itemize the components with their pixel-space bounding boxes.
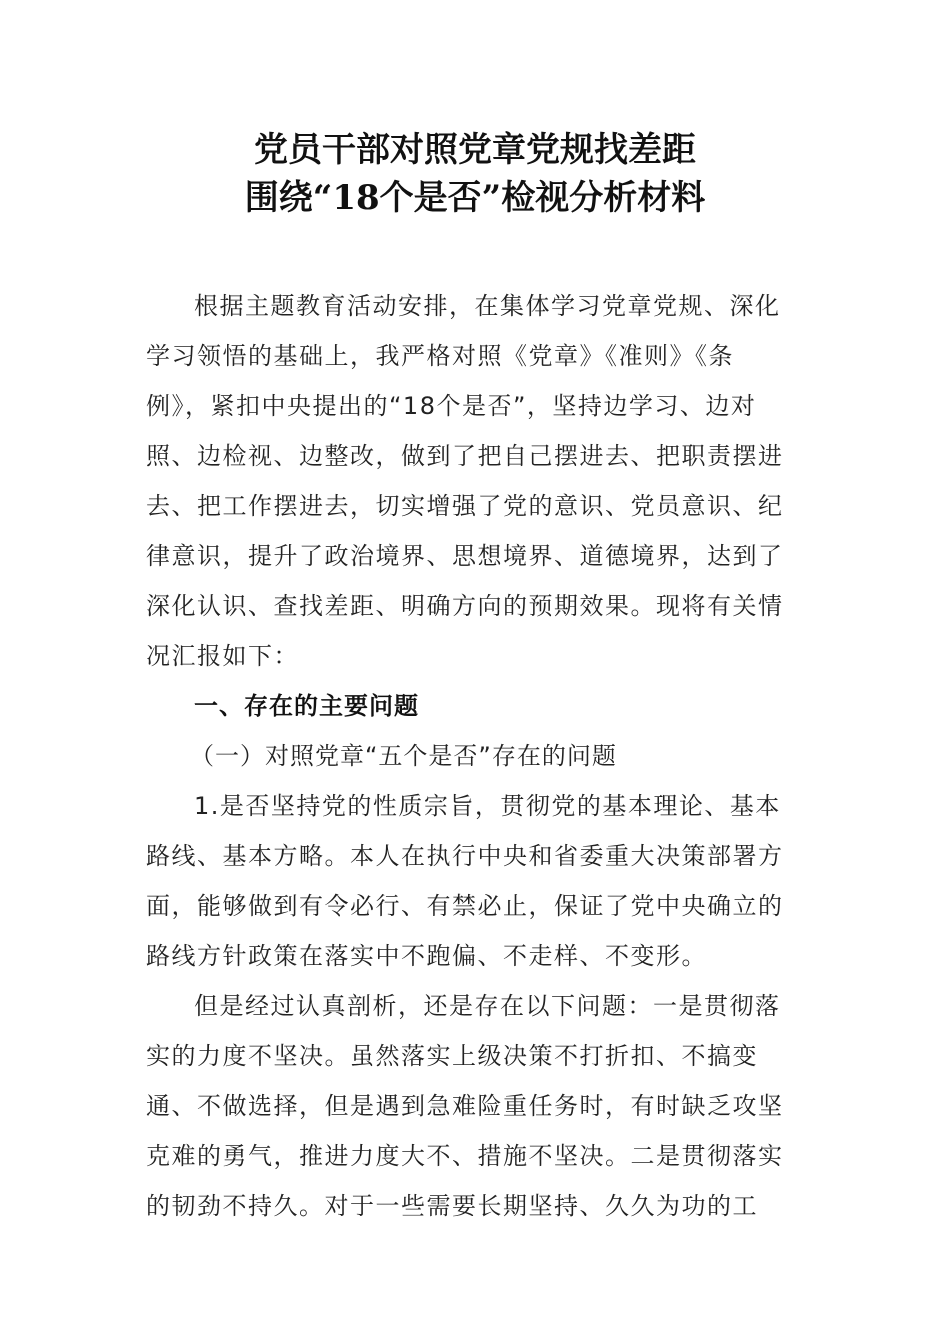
intro-paragraph-line: 况汇报如下： [146, 642, 299, 670]
document-title [0, 126, 950, 222]
analysis-paragraph-line: 的韧劲不持久。对于一些需要长期坚持、久久为功的工 [146, 1192, 758, 1220]
analysis-paragraph-line: 但是经过认真剖析，还是存在以下问题：一是贯彻落 [194, 992, 781, 1020]
analysis-paragraph-line: 通、不做选择，但是遇到急难险重任务时，有时缺乏攻坚 [146, 1092, 784, 1120]
analysis-paragraph-line: 实的力度不坚决。虽然落实上级决策不打折扣、不搞变 [146, 1042, 758, 1070]
intro-paragraph-line: 学习领悟的基础上，我严格对照《党章》《准则》《条 [146, 342, 734, 370]
intro-paragraph-line: 根据主题教育活动安排，在集体学习党章党规、深化 [194, 292, 781, 320]
item-1-paragraph-line: 路线方针政策在落实中不跑偏、不走样、不变形。 [146, 942, 707, 970]
intro-paragraph-line: 律意识，提升了政治境界、思想境界、道德境界，达到了 [146, 542, 784, 570]
section-heading: 一、存在的主要问题 [194, 692, 419, 720]
title-line-1: 党员干部对照党章党规找差距 [254, 130, 696, 170]
analysis-paragraph-line: 克难的勇气，推进力度大不、措施不坚决。二是贯彻落实 [146, 1142, 784, 1170]
intro-paragraph-line: 去、把工作摆进去，切实增强了党的意识、党员意识、纪 [146, 492, 784, 520]
title-line-2: 围绕“18个是否”检视分析材料 [244, 178, 706, 218]
item-1-paragraph-line: 1.是否坚持党的性质宗旨，贯彻党的基本理论、基本 [194, 792, 781, 820]
subsection-heading: （一）对照党章“五个是否”存在的问题 [190, 742, 617, 770]
item-1-paragraph-line: 路线、基本方略。本人在执行中央和省委重大决策部署方 [146, 842, 784, 870]
intro-paragraph-line: 照、边检视、边整改，做到了把自己摆进去、把职责摆进 [146, 442, 784, 470]
item-1-paragraph-line: 面，能够做到有令必行、有禁必止，保证了党中央确立的 [146, 892, 784, 920]
intro-paragraph-line: 深化认识、查找差距、明确方向的预期效果。现将有关情 [146, 592, 784, 620]
intro-paragraph-line: 例》，紧扣中央提出的“18个是否”，坚持边学习、边对 [146, 392, 757, 420]
